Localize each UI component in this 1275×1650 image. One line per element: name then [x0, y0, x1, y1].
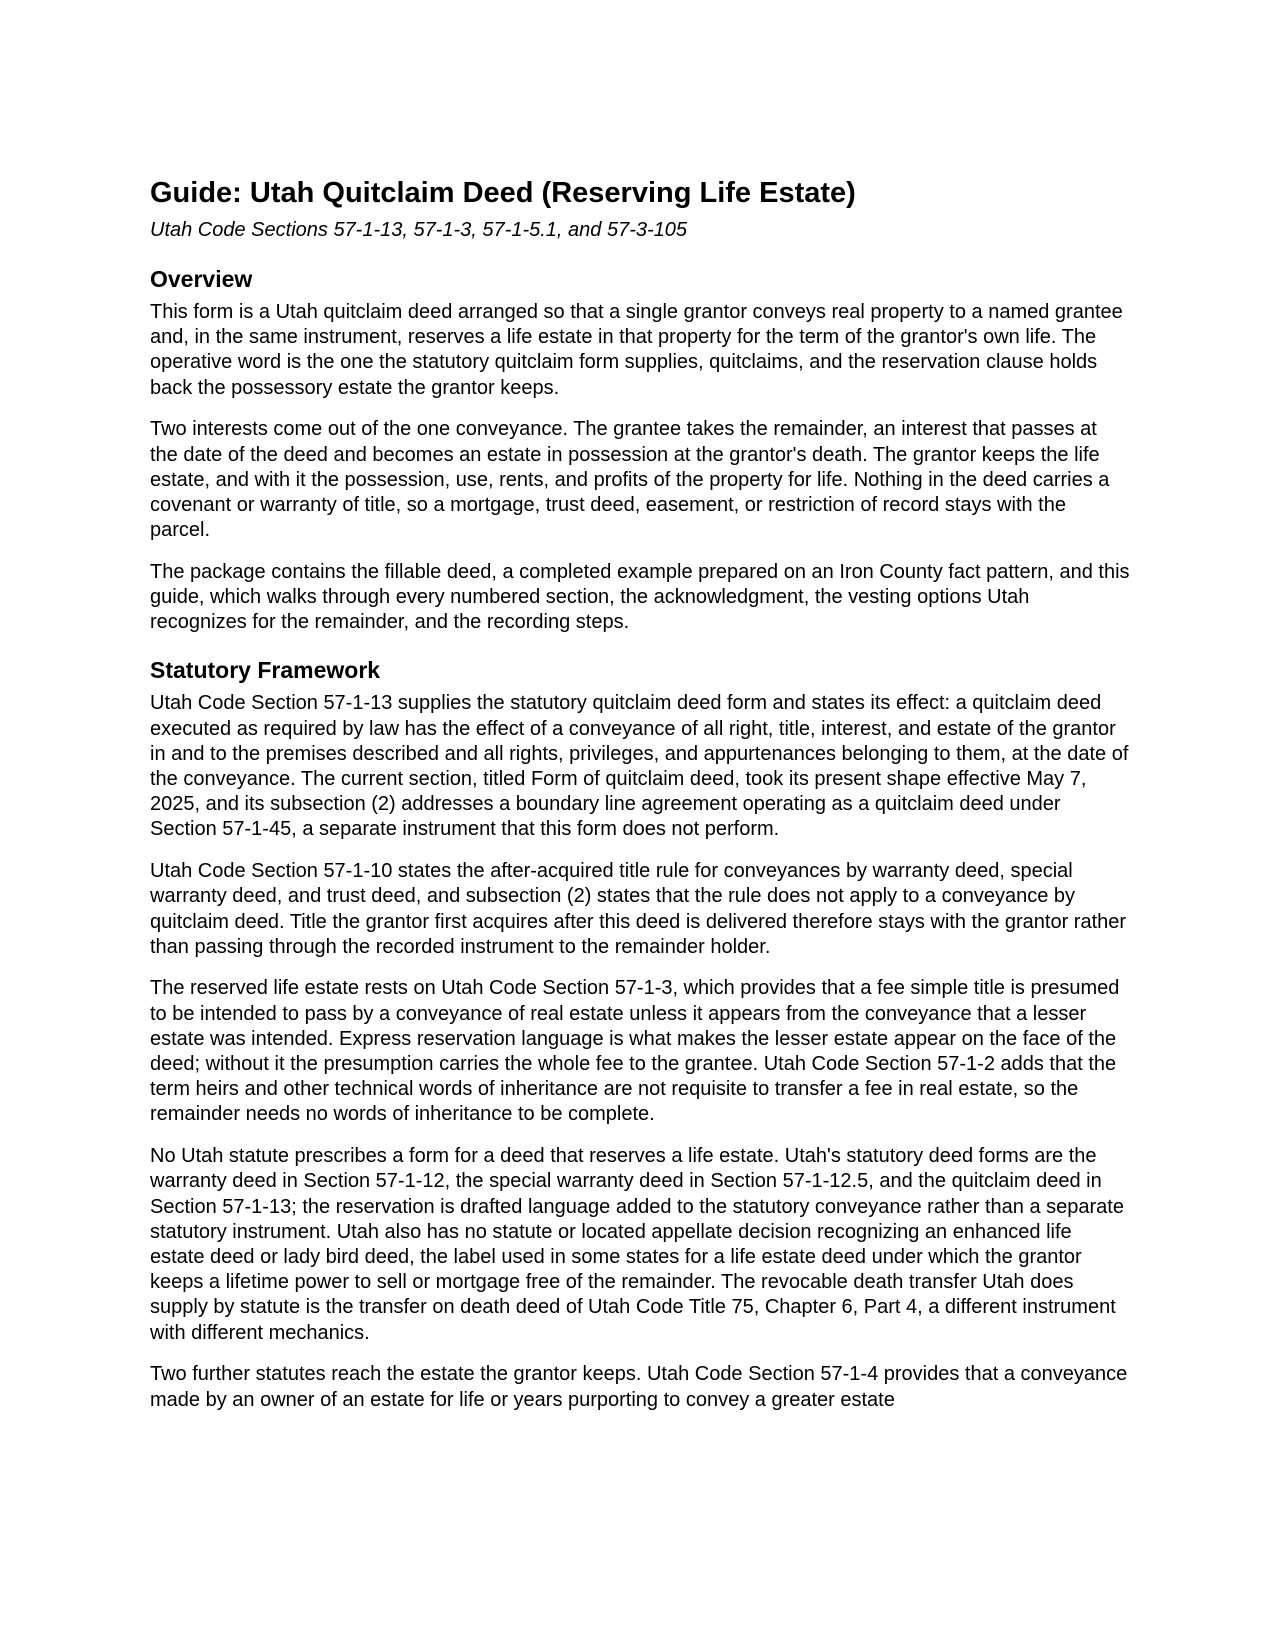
paragraph: Utah Code Section 57-1-13 supplies the statutory quitclaim deed form and states its effect: a quitclaim deed executed as required by law has the effect of a conveyance of all right, title, interest, and estate of the grantor in and to the premises described and all rights, privileges, and appurtenances belonging to them, at the date of the conveyance. The current section, titled Form of quitclaim deed, took its present shape effective May 7, 2025, and its subsection (2) addresses a boundary line agreement operating as a quitclaim deed under Section 57-1-45, a separate instrument that this form does not perform. — [150, 692, 1129, 841]
section-overview — [150, 264, 1130, 635]
section-heading: Statutory Framework — [150, 657, 381, 684]
paragraph: The reserved life estate rests on Utah Code Section 57-1-3, which provides that a fee simple title is presumed to be intended to pass by a conveyance of real estate unless it appears from the conveyance that a lesser estate was intended. Express reservation language is what makes the lesser estate appear on the face of the deed; without it the presumption carries the whole fee to the grantee. Utah Code Section 57-1-2 adds that the term heirs and other technical words of inheritance are not requisite to transfer a fee in real estate, so the remainder needs no words of inheritance to be complete. — [150, 977, 1120, 1126]
paragraph: This form is a Utah quitclaim deed arranged so that a single grantor conveys real property to a named grantee and, in the same instrument, reserves a life estate in that property for the term of the grantor's own life. The operative word is the one the statutory quitclaim form supplies, quitclaims, and the reservation clause holds back the possessory estate the grantor keeps. — [150, 301, 1123, 399]
document-subtitle: Utah Code Sections 57-1-13, 57-1-3, 57-1-5.1, and 57-3-105 — [150, 219, 688, 241]
paragraph: The package contains the fillable deed, a completed example prepared on an Iron County fact pattern, and this guide, which walks through every numbered section, the acknowledgment, the vesting options Utah recognizes for the remainder, and the recording steps. — [150, 560, 1130, 634]
paragraph: Two further statutes reach the estate the grantor keeps. Utah Code Section 57-1-4 provides that a conveyance made by an owner of an estate for life or years purporting to convey a greater estate — [150, 1363, 1128, 1411]
paragraph: Two interests come out of the one conveyance. The grantee takes the remainder, an interest that passes at the date of the deed and becomes an estate in possession at the grantor's death. The grantor keeps the life estate, and with it the possession, use, rents, and profits of the property for life. Nothing in the deed carries a covenant or warranty of title, so a mortgage, trust deed, easement, or restriction of record stays with the parcel. — [150, 418, 1110, 542]
document-page — [150, 172, 1130, 1413]
paragraph: No Utah statute prescribes a form for a deed that reserves a life estate. Utah's statutory deed forms are the warranty deed in Section 57-1-12, the special warranty deed in Section 57-1-12.5, and the quitclaim deed in Section 57-1-13; the reservation is drafted language added to the statutory conveyance rather than a separate statutory instrument. Utah also has no statute or located appellate decision recognizing an enhanced life estate deed or lady bird deed, the label used in some states for a life estate deed under which the grantor keeps a lifetime power to sell or mortgage free of the remainder. The revocable death transfer Utah does supply by statute is the transfer on death deed of Utah Code Title 75, Chapter 6, Part 4, a different instrument with different mechanics. — [150, 1145, 1124, 1344]
paragraph: Utah Code Section 57-1-10 states the after-acquired title rule for conveyances by warranty deed, special warranty deed, and trust deed, and subsection (2) states that the rule does not apply to a conveyance by quitclaim deed. Title the grantor first acquires after this deed is delivered therefore stays with the grantor rather than passing through the recorded instrument to the remainder holder. — [150, 860, 1127, 958]
document-title: Guide: Utah Quitclaim Deed (Reserving Life Estate) — [150, 177, 856, 209]
section-statutory-framework — [150, 655, 1130, 1412]
section-heading: Overview — [150, 266, 253, 292]
